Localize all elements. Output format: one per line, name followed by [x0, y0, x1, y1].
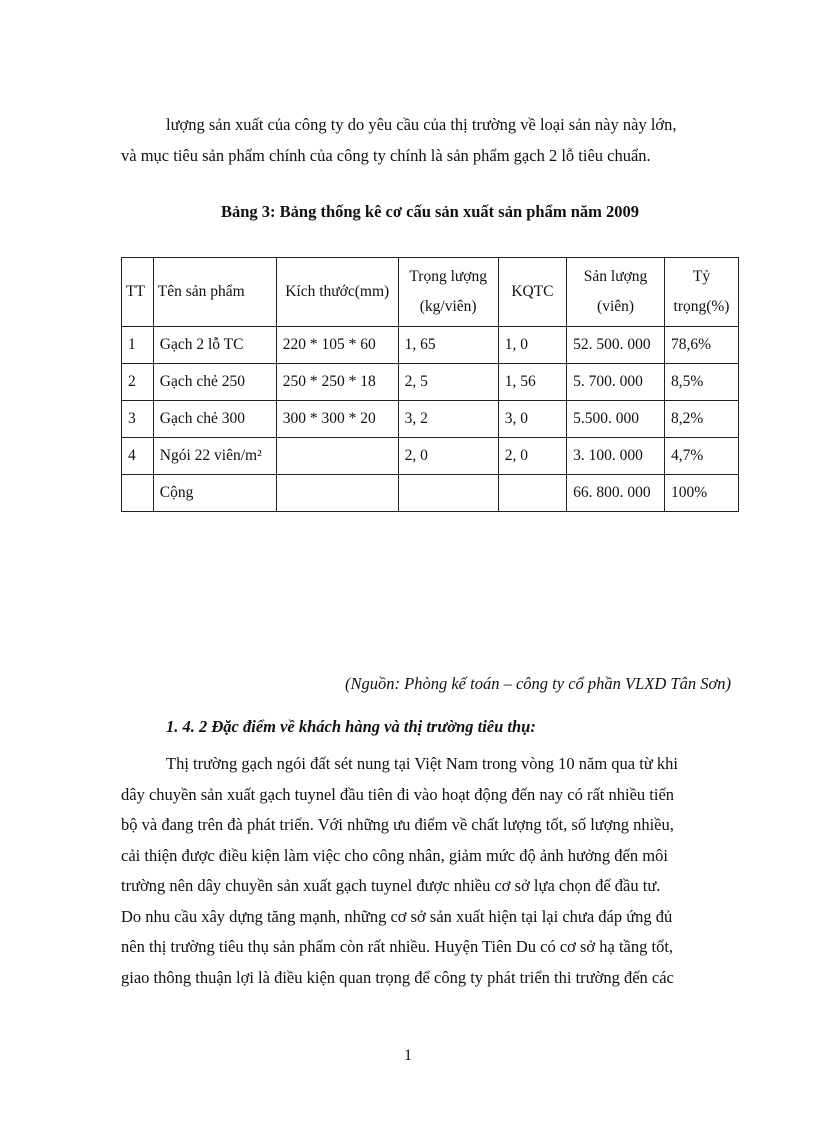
cell-size [276, 475, 398, 512]
cell-size: 300 * 300 * 20 [276, 401, 398, 438]
cell-name: Gạch chẻ 300 [153, 401, 276, 438]
cell-weight: 2, 0 [398, 438, 498, 475]
cell-total-ratio: 100% [665, 475, 739, 512]
paragraph-line: Thị trường gạch ngói đất sét nung tại Việt Nam trong vòng 10 năm qua từ khi [166, 754, 678, 773]
header-ratio: Tỷ trọng(%) [665, 258, 739, 327]
cell-tt [122, 475, 154, 512]
cell-tt: 4 [122, 438, 154, 475]
cell-kqtc [498, 475, 566, 512]
cell-size [276, 438, 398, 475]
header-tt: TT [122, 258, 154, 327]
cell-total-output: 66. 800. 000 [567, 475, 665, 512]
cell-weight: 2, 5 [398, 364, 498, 401]
paragraph-line: trường nên dây chuyền sản xuất gạch tuynel được nhiều cơ sở lựa chọn để đầu tư. [121, 876, 661, 895]
cell-name: Gạch 2 lỗ TC [153, 327, 276, 364]
cell-total-label: Cộng [153, 475, 276, 512]
production-table [121, 257, 739, 512]
intro-paragraph [121, 110, 731, 171]
cell-ratio: 8,2% [665, 401, 739, 438]
paragraph-line: lượng sản xuất của công ty do yêu cầu của thị trường về loại sản này này lớn, [166, 115, 677, 134]
section-heading: 1. 4. 2 Đặc điểm về khách hàng và thị trường tiêu thụ: [166, 717, 536, 736]
cell-output: 5. 700. 000 [567, 364, 665, 401]
body-paragraph [121, 749, 731, 993]
cell-size: 250 * 250 * 18 [276, 364, 398, 401]
header-name: Tên sản phẩm [153, 258, 276, 327]
paragraph-line: giao thông thuận lợi là điều kiện quan trọng để công ty phát triển thi trường đến các [121, 967, 674, 987]
table-row [122, 364, 739, 401]
header-output: Sản lượng (viên) [567, 258, 665, 327]
cell-output: 52. 500. 000 [567, 327, 665, 364]
cell-output: 5.500. 000 [567, 401, 665, 438]
cell-kqtc: 3, 0 [498, 401, 566, 438]
paragraph-line: cải thiện được điều kiện làm việc cho công nhân, giảm mức độ ảnh hưởng đến môi [121, 845, 668, 865]
table-caption: Bảng 3: Bảng thống kê cơ cấu sản xuất sản phẩm năm 2009 [220, 202, 640, 221]
cell-weight: 3, 2 [398, 401, 498, 438]
cell-kqtc: 1, 56 [498, 364, 566, 401]
paragraph-line: Do nhu cầu xây dựng tăng mạnh, những cơ sở sản xuất hiện tại lại chưa đáp ứng đủ [121, 906, 673, 926]
paragraph-line: dây chuyền sản xuất gạch tuynel đầu tiên đi vào hoạt động đến nay có rất nhiều tiến [121, 784, 675, 804]
cell-kqtc: 1, 0 [498, 327, 566, 364]
cell-tt: 2 [122, 364, 154, 401]
table-source: (Nguồn: Phòng kế toán – công ty cổ phần VLXD Tân Sơn) [345, 674, 731, 693]
cell-tt: 3 [122, 401, 154, 438]
paragraph-line: nên thị trường tiêu thụ sản phẩm còn rất nhiều. Huyện Tiên Du có cơ sở hạ tầng tốt, [121, 937, 674, 956]
header-kqtc: KQTC [498, 258, 566, 327]
table-row [122, 327, 739, 364]
paragraph-line: và mục tiêu sản phẩm chính của công ty chính là sản phẩm gạch 2 lỗ tiêu chuẩn. [121, 145, 651, 165]
cell-weight [398, 475, 498, 512]
cell-ratio: 8,5% [665, 364, 739, 401]
cell-size: 220 * 105 * 60 [276, 327, 398, 364]
header-size: Kích thước(mm) [276, 258, 398, 327]
table-row [122, 401, 739, 438]
cell-ratio: 4,7% [665, 438, 739, 475]
page-number: 1 [404, 1047, 412, 1064]
cell-kqtc: 2, 0 [498, 438, 566, 475]
cell-weight: 1, 65 [398, 327, 498, 364]
cell-ratio: 78,6% [665, 327, 739, 364]
cell-tt: 1 [122, 327, 154, 364]
table-total-row [122, 475, 739, 512]
cell-name: Gạch chẻ 250 [153, 364, 276, 401]
table-row [122, 438, 739, 475]
paragraph-line: bộ và đang trên đà phát triển. Với những ưu điểm về chất lượng tốt, số lượng nhiều, [121, 815, 674, 834]
header-weight: Trọng lượng (kg/viên) [398, 258, 498, 327]
table-header-row [122, 258, 739, 327]
cell-name: Ngói 22 viên/m² [153, 438, 276, 475]
cell-output: 3. 100. 000 [567, 438, 665, 475]
